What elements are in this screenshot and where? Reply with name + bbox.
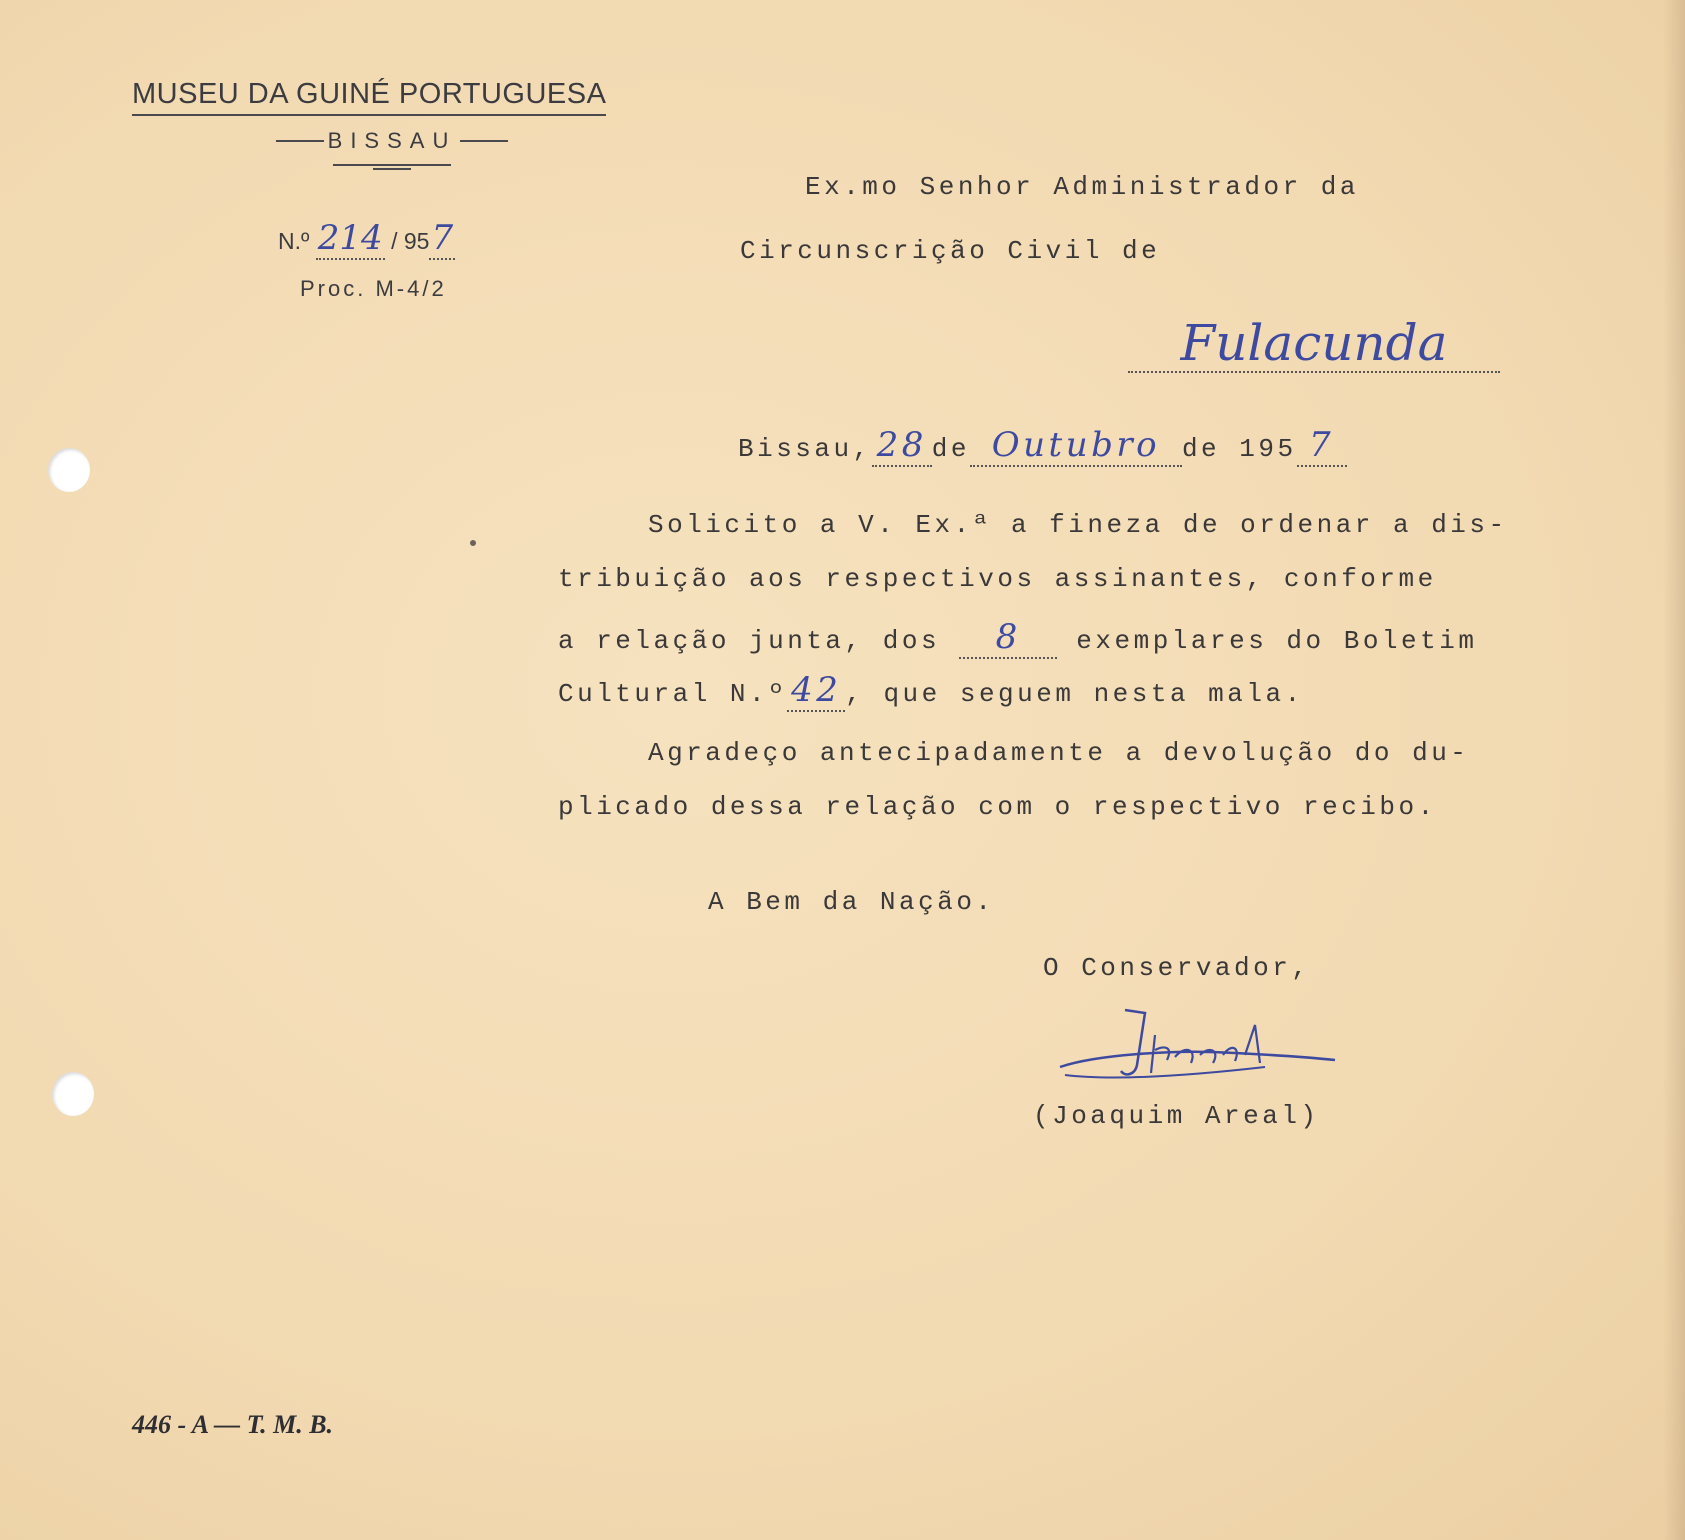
copies-handwritten: 8 [995,617,1021,657]
reference-year-prefix: / 95 [391,228,430,254]
date-de-1: de [931,434,970,464]
letterhead-city-line [132,128,652,154]
reference-number-handwritten: 214 [317,218,383,258]
body-p1-line-3-a: a relação junta, dos [558,626,941,656]
addressee-line-1: Ex.mo Senhor Administrador da [805,172,1359,202]
institution-name: MUSEU DA GUINÉ PORTUGUESA [132,78,606,116]
date-year-handwritten: 7 [1308,425,1335,465]
signature-image [1055,1005,1355,1115]
addressee-place-handwritten: Fulacunda [1180,314,1448,372]
reference-number-label: N.º [278,228,310,254]
letterhead [132,78,652,170]
letterhead-rule [333,164,451,166]
addressee-line-2: Circunscrição Civil de [740,236,1161,266]
body-p1-line-3-b: exemplares do Boletim [1076,626,1478,656]
addressee-place [1128,315,1500,373]
reference-year-handwritten: 7 [431,218,454,258]
body-p2-line-2: plicado dessa relação com o respectivo recibo. [558,792,1437,822]
signatory-name: (Joaquim Areal) [1033,1101,1320,1131]
body-p1-line-4 [558,670,1304,712]
date-city: Bissau, [738,434,872,464]
body-p1-line-2: tribuição aos respectivos assinantes, conforme [558,564,1437,594]
closing-salutation: A Bem da Nação. [708,887,995,917]
process-reference: Proc. M-4/2 [300,276,447,301]
date-day-handwritten: 28 [876,425,927,465]
date-line [738,425,1347,467]
page-edge-shadow [1663,0,1685,1540]
reference-number [278,218,455,260]
paper-speck [470,540,476,546]
body-p2-line-1: Agradeço antecipadamente a devolução do du- [648,738,1470,768]
date-de-2: de 195 [1181,434,1297,464]
body-p1-line-3 [558,617,1477,659]
body-p1-line-4-b: , que seguem nesta mala. [845,679,1304,709]
letterhead-rule-short [373,168,411,170]
letterhead-city: BISSAU [327,128,457,153]
body-p1-line-4-a: Cultural N.º [558,679,788,709]
dash-right [460,140,508,142]
punch-hole-bottom [52,1072,94,1116]
closing-role: O Conservador, [1043,953,1311,983]
body-p1-line-1: Solicito a V. Ex.ª a fineza de ordenar a dis- [648,510,1508,540]
issue-number-handwritten: 42 [791,670,842,710]
printer-mark: 446 - A — T. M. B. [132,1410,334,1439]
punch-hole-top [48,448,90,492]
dash-left [276,140,324,142]
date-month-handwritten: Outubro [991,425,1161,465]
